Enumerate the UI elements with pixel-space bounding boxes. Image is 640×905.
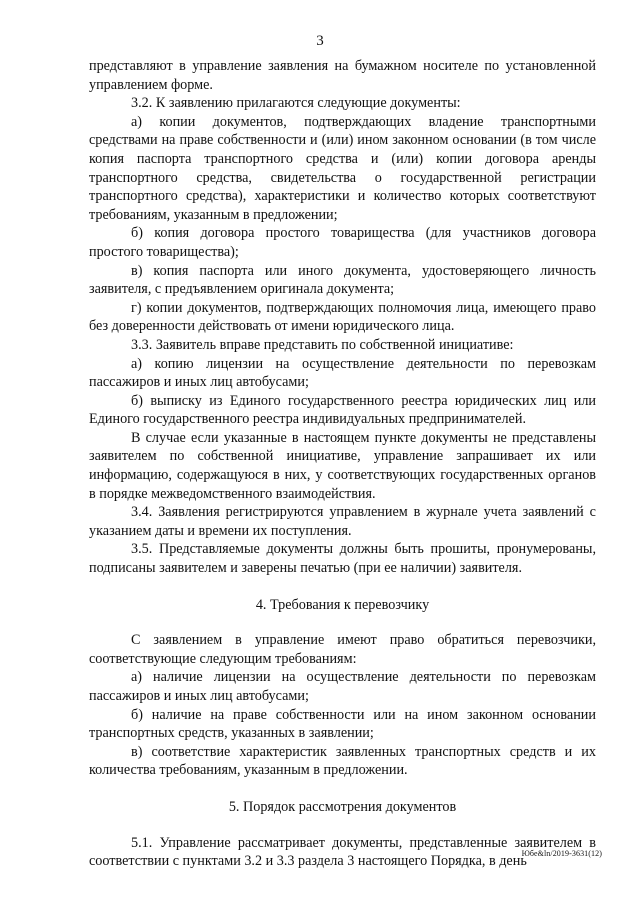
section-4-intro: С заявлением в управление имеют право обратиться перевозчики, соответствующие следующим требованиям: <box>89 632 596 667</box>
section-4-item-a: а) наличие лицензии на осуществление деятельности по перевозкам пассажиров и иных лиц автобусами; <box>89 669 596 704</box>
paragraph-3-5: 3.5. Представляемые документы должны быть прошиты, пронумерованы, подписаны заявителем и заверены печатью (при ее наличии) заявителя. <box>89 541 596 577</box>
paragraph-3-2-a: а) копии документов, подтверждающих владение транспортными средствами на праве собственности и (или) ином законном основании (в том числе копия паспорта транспортного средства и (или) копии договора аренды транспортного средства, свидетельства о государственной регистрации транспортного средства), характеристики и количество которых соответствуют требованиям, указанным в предложении; <box>89 113 596 223</box>
section-5-heading: 5. Порядок рассмотрения документов <box>228 798 457 815</box>
section-4-item-v: в) соответствие характеристик заявленных транспортных средств и их количества требованиям, указанным в предложении. <box>89 743 596 779</box>
paragraph-3-2-g: г) копии документов, подтверждающих полномочия лица, имеющего право без доверенности действовать от имени юридического лица. <box>89 299 596 335</box>
paragraph-3-2-b: б) копия договора простого товарищества (для участников договора простого товарищества); <box>89 225 596 260</box>
paragraph-5-1: 5.1. Управление рассматривает документы, представленные заявителем в соответствии с пунктами 3.2 и 3.3 раздела 3 настоящего Порядка, в день <box>89 834 596 870</box>
paragraph-3-4: 3.4. Заявления регистрируются управлением в журнале учета заявлений с указанием даты и времени их поступления. <box>89 504 596 539</box>
paragraph-3-3-a: а) копию лицензии на осуществление деятельности по перевозкам пассажиров и иных лиц автобусами; <box>89 355 596 391</box>
document-body <box>89 57 596 871</box>
page-number: 3 <box>316 33 324 49</box>
paragraph-3-3-note: В случае если указанные в настоящем пункте документы не представлены заявителем по собственной инициативе, управление запрашивает их или информацию, содержащуюся в них, у соответствующих государственных органов в порядке межведомственного взаимодействия. <box>89 429 596 502</box>
paragraph-3-3-b: б) выписку из Единого государственного реестра юридических лиц или Единого государственного реестра индивидуальных предпринимателей. <box>89 392 596 428</box>
paragraph-3-2-v: в) копия паспорта или иного документа, удостоверяющего личность заявителя, с предъявлением оригинала документа; <box>89 262 596 298</box>
document-code: Юбе&ln/2019-3631(12) <box>521 849 602 858</box>
paragraph-continuation: представляют в управление заявления на бумажном носителе по установленной управлением форме. <box>89 58 596 93</box>
paragraph-3-3: 3.3. Заявитель вправе представить по собственной инициативе: <box>131 336 514 353</box>
section-4-item-b: б) наличие на праве собственности или на ином законном основании транспортных средств, указанных в заявлении; <box>89 706 596 742</box>
paragraph-3-2: 3.2. К заявлению прилагаются следующие документы: <box>131 95 461 112</box>
section-4-heading: 4. Требования к перевозчику <box>255 596 430 613</box>
